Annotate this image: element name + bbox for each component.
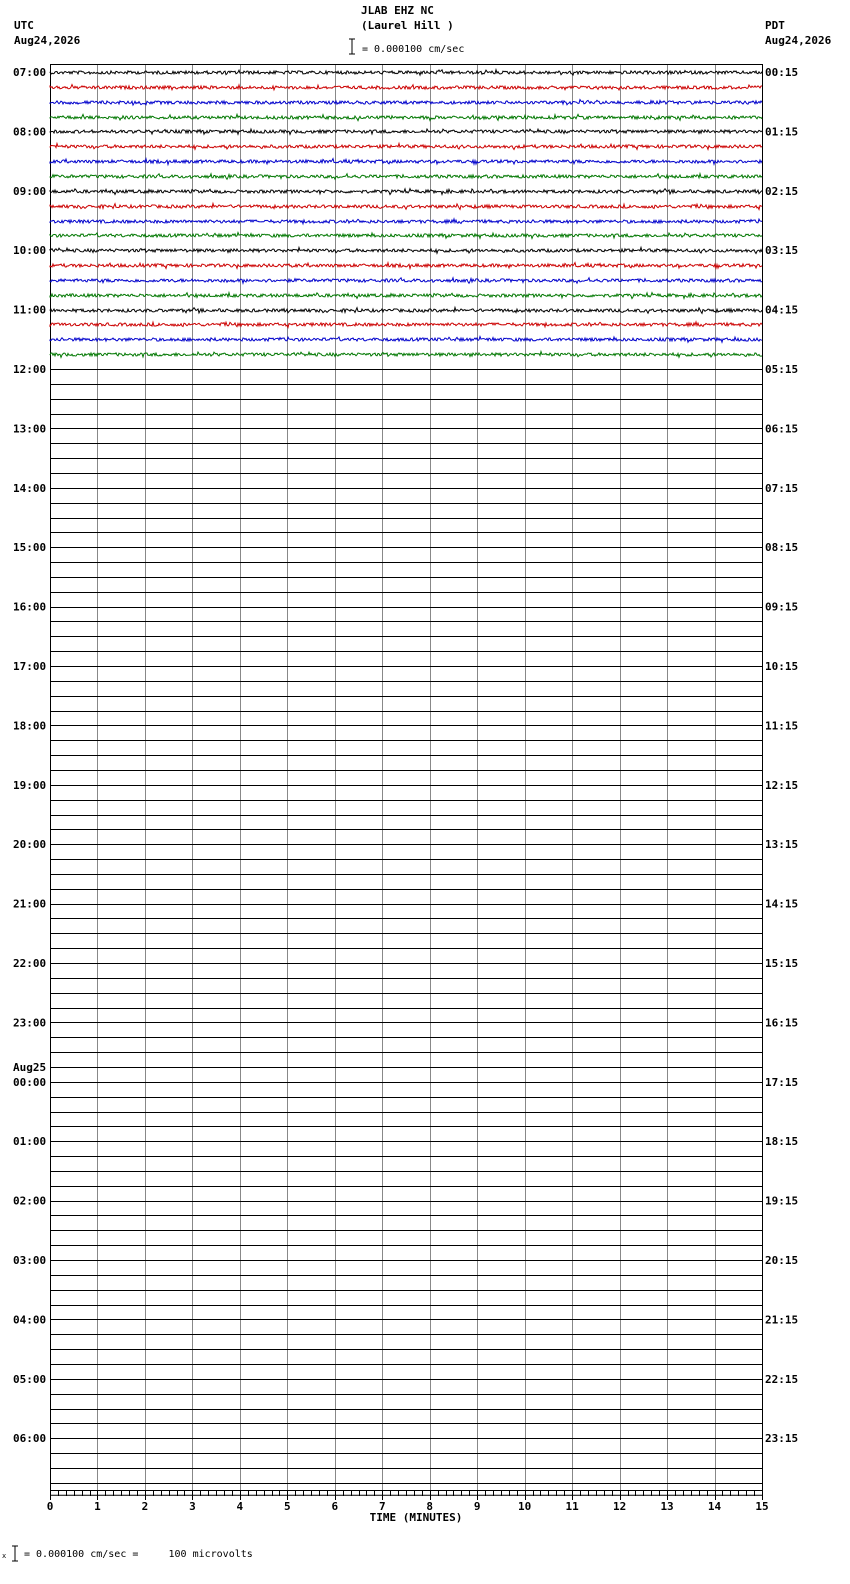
x-tick-label: 6 (331, 1500, 339, 1513)
utc-hour-label: 18:00 (13, 719, 47, 733)
seismic-trace (50, 263, 762, 269)
x-tick-label: 3 (189, 1500, 196, 1513)
utc-hour-label: 21:00 (13, 897, 47, 911)
pdt-hour-label: 00:15 (765, 66, 799, 79)
station-title: JLAB EHZ NC (361, 4, 434, 17)
seismic-trace (50, 248, 762, 254)
utc-hour-label: 02:00 (13, 1194, 47, 1208)
seismic-trace (50, 352, 762, 358)
x-tick-label: 1 (94, 1500, 101, 1513)
utc-hour-label: 00:00 (13, 1075, 47, 1089)
x-tick-label: 9 (473, 1500, 481, 1513)
utc-hour-label: 05:00 (13, 1372, 47, 1386)
pdt-hour-label: 07:15 (765, 481, 799, 495)
utc-hour-label: 14:00 (13, 481, 47, 495)
pdt-hour-label: 17:15 (765, 1075, 799, 1089)
x-tick-label: 11 (565, 1500, 579, 1513)
pdt-date: Aug24,2026 (765, 34, 832, 47)
scale-label: = 0.000100 cm/sec (362, 44, 465, 55)
pdt-hour-label: 22:15 (765, 1372, 799, 1386)
x-tick-label: 13 (660, 1500, 674, 1513)
utc-hour-label: 22:00 (13, 957, 47, 970)
seismic-trace (50, 233, 762, 239)
pdt-hour-label: 15:15 (765, 957, 799, 970)
utc-hour-label: 07:00 (13, 66, 47, 79)
pdt-hour-label: 14:15 (765, 897, 799, 911)
svg-text:x: x (2, 1552, 7, 1560)
utc-hour-label: 15:00 (13, 541, 47, 555)
utc-hour-label: 03:00 (13, 1254, 47, 1267)
pdt-hour-label: 20:15 (765, 1254, 799, 1267)
seismic-trace (50, 174, 762, 180)
seismic-trace (50, 114, 762, 120)
utc-date: Aug24,2026 (14, 34, 81, 47)
utc-hour-label: 17:00 (13, 660, 47, 673)
utc-hour-label: 11:00 (13, 303, 47, 317)
utc-hour-label: 04:00 (13, 1313, 47, 1327)
seismic-trace (50, 204, 762, 210)
x-tick-label: 4 (236, 1500, 244, 1513)
pdt-hour-label: 16:15 (765, 1016, 799, 1030)
date-change-label: Aug25 (13, 1060, 47, 1074)
pdt-hour-label: 19:15 (765, 1194, 799, 1208)
pdt-hour-label: 10:15 (765, 660, 799, 673)
x-tick-label: 10 (518, 1500, 532, 1513)
utc-hour-label: 16:00 (13, 600, 47, 614)
utc-hour-label: 20:00 (13, 838, 47, 852)
utc-hour-label: 08:00 (13, 125, 47, 139)
utc-hour-label: 06:00 (13, 1432, 47, 1446)
x-tick-label: 0 (46, 1500, 54, 1513)
seismic-trace (50, 293, 762, 299)
seismic-trace (50, 144, 762, 150)
seismic-trace (50, 129, 762, 134)
pdt-hour-label: 01:15 (765, 125, 799, 139)
pdt-hour-label: 03:15 (765, 244, 799, 258)
utc-hour-label: 19:00 (13, 778, 47, 792)
seismic-trace (50, 100, 762, 106)
pdt-hour-label: 04:15 (765, 303, 799, 317)
utc-label: UTC (14, 19, 34, 32)
x-tick-label: 5 (284, 1500, 291, 1513)
pdt-hour-label: 21:15 (765, 1313, 799, 1327)
x-tick-label: 7 (378, 1500, 386, 1513)
pdt-label: PDT (765, 19, 785, 32)
pdt-hour-label: 12:15 (765, 778, 799, 792)
utc-hour-label: 01:00 (13, 1135, 47, 1149)
seismic-trace (50, 189, 762, 195)
utc-hour-label: 23:00 (13, 1016, 47, 1030)
x-tick-label: 14 (707, 1500, 722, 1513)
footer-scale-label: = 0.000100 cm/sec = 100 microvolts (24, 1549, 253, 1560)
pdt-hour-label: 23:15 (765, 1432, 799, 1446)
seismic-trace (50, 308, 762, 314)
pdt-hour-label: 08:15 (765, 541, 799, 555)
utc-hour-label: 12:00 (13, 363, 47, 376)
seismic-trace (50, 278, 762, 284)
pdt-hour-label: 11:15 (765, 719, 799, 733)
utc-hour-label: 09:00 (13, 184, 47, 198)
seismic-trace (50, 85, 762, 91)
seismic-trace (50, 322, 762, 328)
utc-hour-label: 10:00 (13, 244, 47, 258)
x-tick-label: 2 (141, 1500, 149, 1513)
plot-border (51, 65, 763, 1496)
pdt-hour-label: 09:15 (765, 600, 799, 614)
pdt-hour-label: 02:15 (765, 184, 799, 198)
x-tick-label: 8 (426, 1500, 434, 1513)
x-tick-label: 15 (755, 1500, 769, 1513)
station-location: (Laurel Hill ) (361, 19, 454, 32)
pdt-hour-label: 05:15 (765, 363, 799, 376)
seismic-trace (50, 70, 762, 75)
seismic-trace (50, 159, 762, 165)
pdt-hour-label: 18:15 (765, 1135, 799, 1149)
seismic-trace (50, 219, 762, 224)
x-tick-label: 12 (612, 1500, 627, 1513)
seismic-trace (50, 337, 762, 343)
x-axis-title: TIME (MINUTES) (369, 1511, 463, 1524)
pdt-hour-label: 13:15 (765, 838, 799, 852)
pdt-hour-label: 06:15 (765, 422, 799, 436)
utc-hour-label: 13:00 (13, 422, 47, 436)
